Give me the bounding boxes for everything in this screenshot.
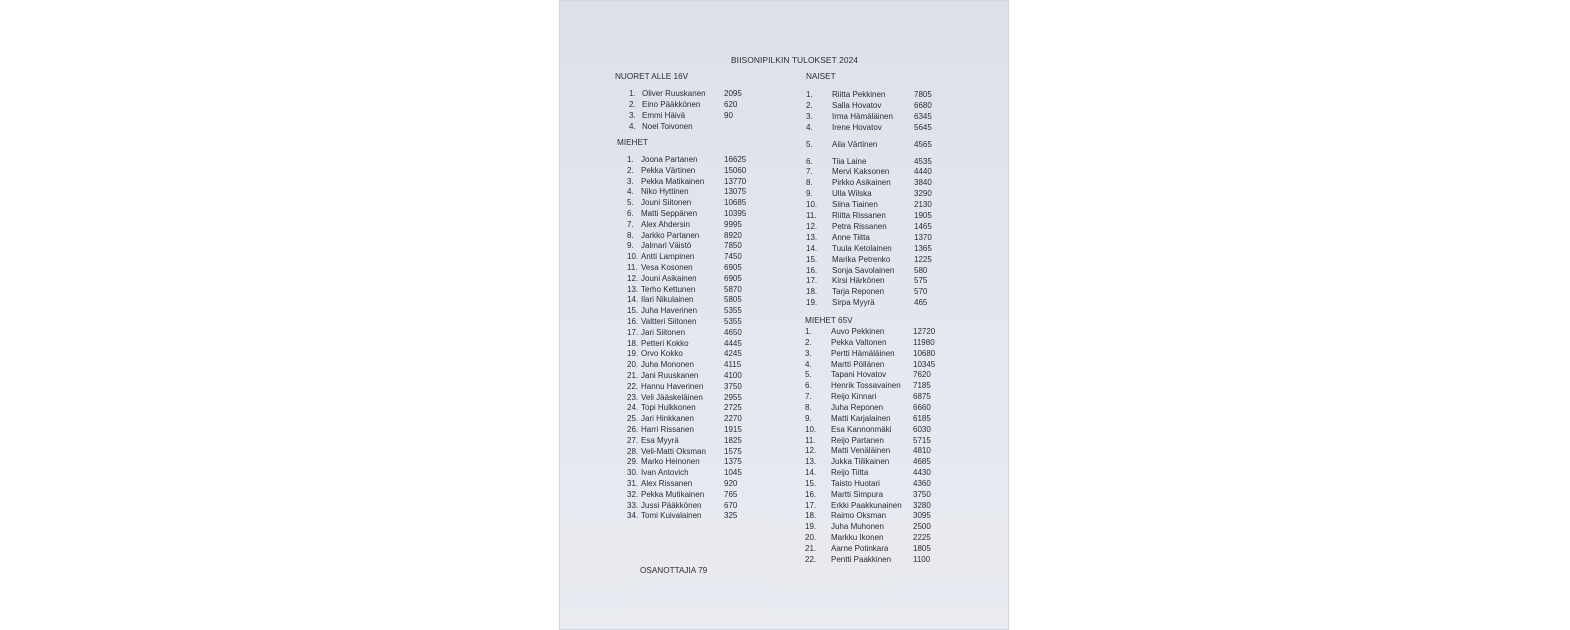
men-rank: 19. [627, 349, 639, 359]
women-rank: 19. [806, 298, 818, 308]
men-score: 765 [724, 489, 738, 499]
men-name: Jani Ruuskanen [641, 371, 699, 380]
men65-rank: 4. [805, 359, 812, 369]
men-rank: 25. [627, 414, 639, 424]
men65-rank: 7. [805, 392, 812, 402]
men65-rank: 13. [805, 457, 817, 467]
men-rank: 2. [627, 165, 634, 175]
men-score: 4115 [724, 360, 742, 370]
men65-rank: 22. [805, 554, 817, 564]
men-score: 1825 [724, 435, 742, 445]
women-name: Aila Värtinen [832, 139, 878, 149]
men65-rank: 5. [805, 370, 812, 380]
men-name: Juha Haverinen [641, 306, 698, 316]
men-rank: 9. [627, 241, 634, 251]
men65-name: Pertti Hämäläinen [831, 348, 895, 358]
men-score: 5805 [724, 295, 742, 305]
women-score: 1370 [914, 232, 932, 242]
women-name: Siina Tiainen [832, 200, 878, 210]
men65-name: Pentti Paakkinen [831, 554, 892, 564]
men-rank: 4. [627, 187, 634, 197]
juniors-heading: NUORET ALLE 16V [615, 72, 689, 81]
women-score: 1465 [914, 221, 932, 231]
men65-rank: 1. [805, 327, 812, 336]
juniors-name: Noel Toivonen [642, 121, 693, 131]
juniors-score: 90 [724, 110, 733, 120]
men65-heading: MIEHET 65V [805, 316, 853, 325]
men-score: 325 [724, 511, 738, 521]
juniors-score: 2095 [724, 89, 742, 98]
women-rank: 9. [806, 189, 813, 199]
men-score: 2955 [724, 392, 742, 402]
men-score: 7850 [724, 241, 742, 251]
men65-rank: 9. [805, 413, 812, 423]
men-name: Jarkko Partanen [641, 230, 700, 240]
men65-rank: 15. [805, 478, 817, 488]
juniors-name: Eino Pääkkönen [642, 99, 701, 109]
women-rank: 8. [806, 178, 813, 188]
men-score: 6905 [724, 273, 742, 283]
men-rank: 10. [627, 252, 639, 262]
men-score: 920 [724, 479, 738, 488]
men-heading: MIEHET [617, 138, 648, 147]
men-rank: 26. [627, 425, 639, 434]
men-name: Alex Rissanen [641, 479, 693, 488]
men65-name: Erkki Paakkunainen [831, 500, 902, 510]
men-score: 1575 [724, 446, 742, 456]
men-name: Alex Ahdersin [641, 219, 690, 229]
men65-score: 1805 [913, 544, 931, 553]
men-score: 2270 [724, 414, 742, 424]
men65-rank: 11. [805, 435, 816, 445]
men65-rank: 12. [805, 446, 817, 456]
men-score: 9995 [724, 219, 742, 229]
men-rank: 14. [627, 295, 639, 305]
women-rank: 16. [806, 265, 818, 275]
men65-name: Juha Reponen [831, 402, 884, 412]
men-score: 8920 [724, 230, 742, 240]
men-rank: 17. [627, 327, 639, 337]
men-score: 4445 [724, 338, 742, 348]
men-rank: 27. [627, 435, 639, 445]
juniors-rank: 2. [629, 99, 636, 109]
women-score: 1365 [914, 243, 932, 253]
men65-name: Henrik Tossavainen [831, 381, 901, 391]
women-rank: 7. [806, 167, 813, 177]
women-rank: 13. [806, 232, 818, 242]
men-name: Jari Hinkkanen [641, 414, 694, 424]
men65-rank: 16. [805, 489, 817, 499]
men-name: Ilari Nikulainen [641, 295, 694, 305]
men65-rank: 20. [805, 533, 817, 543]
men-name: Pekka Matikainen [641, 176, 705, 186]
men65-score: 10680 [913, 348, 936, 358]
men-name: Orvo Kokko [641, 349, 683, 359]
men-rank: 12. [627, 273, 639, 283]
men65-score: 3280 [913, 500, 931, 510]
women-score: 6345 [914, 111, 932, 121]
men65-name: Martti Simpura [831, 489, 884, 499]
men-rank: 6. [627, 209, 634, 218]
men-score: 10395 [724, 209, 747, 218]
women-rank: 2. [806, 100, 813, 110]
women-rank: 12. [806, 221, 818, 231]
men65-score: 4360 [913, 478, 931, 488]
men-score: 6905 [724, 263, 742, 272]
women-rank: 18. [806, 287, 818, 297]
men-name: Jari Siitonen [641, 327, 686, 337]
men65-rank: 18. [805, 511, 817, 521]
women-name: Marika Petrenko [832, 254, 891, 264]
men-name: Jouni Siitonen [641, 198, 692, 208]
men65-score: 3095 [913, 511, 931, 521]
men65-rank: 3. [805, 348, 812, 358]
men65-score: 2500 [913, 522, 931, 532]
men65-name: Matti Karjalainen [831, 413, 891, 423]
women-rank: 15. [806, 254, 818, 264]
men65-score: 2225 [913, 533, 931, 543]
women-score: 1905 [914, 211, 932, 220]
men-name: Tomi Kuivalainen [641, 511, 702, 521]
men-rank: 34. [627, 511, 639, 521]
men65-name: Reijo Kinnari [831, 392, 877, 402]
women-score: 3290 [914, 189, 932, 199]
women-score: 4565 [914, 139, 932, 149]
men-name: Veli-Matti Oksman [641, 446, 706, 456]
women-name: Irma Hämäläinen [832, 111, 893, 121]
men-name: Petteri Kokko [641, 338, 689, 348]
women-score: 4535 [914, 156, 932, 166]
men-name: Jalmari Väistö [641, 241, 692, 251]
men65-score: 7620 [913, 370, 931, 380]
men-score: 7450 [724, 252, 742, 262]
men-name: Matti Seppänen [641, 209, 698, 218]
women-score: 6680 [914, 100, 932, 110]
men65-rank: 6. [805, 381, 812, 391]
men65-rank: 8. [805, 402, 812, 412]
men65-name: Aarne Potinkara [831, 544, 889, 553]
men65-rank: 19. [805, 522, 817, 532]
men-rank: 18. [627, 338, 639, 348]
women-score: 1225 [914, 254, 932, 264]
men-name: Juha Mononen [641, 360, 694, 370]
document-title: BIISONIPILKIN TULOKSET 2024 [731, 55, 859, 65]
women-name: Riitta Rissanen [832, 211, 886, 220]
men65-name: Reijo Tiitta [831, 468, 869, 478]
women-score: 465 [914, 298, 928, 308]
men-name: Joona Partanen [641, 155, 698, 164]
women-score: 580 [914, 265, 928, 275]
men65-score: 6185 [913, 413, 931, 423]
men-rank: 31. [627, 479, 639, 488]
men-rank: 20. [627, 360, 639, 370]
women-score: 3840 [914, 178, 932, 188]
juniors-rank: 3. [629, 110, 636, 120]
men-rank: 32. [627, 489, 639, 499]
men-name: Terho Kettunen [641, 284, 696, 294]
men65-score: 4810 [913, 446, 931, 456]
men65-rank: 2. [805, 337, 812, 347]
women-name: Mervi Kaksonen [832, 167, 890, 177]
women-rank: 11. [806, 211, 817, 220]
men-rank: 7. [627, 219, 634, 229]
men65-score: 1100 [913, 554, 931, 564]
men65-score: 11980 [913, 337, 935, 347]
men-score: 1045 [724, 468, 742, 478]
men65-score: 3750 [913, 489, 931, 499]
men65-name: Tapani Hovatov [831, 370, 887, 380]
men-name: Ivan Antovich [641, 468, 689, 478]
men-rank: 1. [627, 155, 634, 164]
men-rank: 23. [627, 392, 639, 402]
men65-name: Markku Ikonen [831, 533, 884, 543]
women-score: 575 [914, 276, 928, 286]
juniors-score: 620 [724, 99, 738, 109]
men-score: 5355 [724, 306, 742, 316]
juniors-rank: 1. [629, 89, 636, 98]
women-name: Ulla Wilska [832, 189, 872, 199]
women-name: Tuula Ketolainen [832, 243, 892, 253]
men65-name: Raimo Oksman [831, 511, 887, 521]
men-rank: 3. [627, 176, 634, 186]
participants-total: OSANOTTAJIA 79 [640, 566, 708, 575]
men-score: 13075 [724, 187, 747, 197]
men65-name: Auvo Pekkinen [831, 327, 885, 336]
women-score: 7805 [914, 90, 932, 99]
women-rank: 4. [806, 122, 813, 132]
women-rank: 14. [806, 243, 818, 253]
men-score: 3750 [724, 381, 742, 391]
men-name: Marko Heinonen [641, 457, 700, 467]
men-score: 5870 [724, 284, 742, 294]
women-score: 2130 [914, 200, 932, 210]
men-score: 1915 [724, 425, 742, 434]
women-name: Kirsi Härkönen [832, 276, 885, 286]
women-rank: 1. [806, 90, 813, 99]
men65-rank: 10. [805, 424, 817, 434]
men-name: Valtteri Siitonen [641, 317, 697, 326]
women-name: Petra Rissanen [832, 221, 887, 231]
men-score: 1375 [724, 457, 742, 467]
men65-name: Pekka Valtonen [831, 337, 887, 347]
women-score: 570 [914, 287, 928, 297]
men-name: Jouni Asikainen [641, 273, 697, 283]
juniors-rank: 4. [629, 121, 636, 131]
men-name: Pekka Värtinen [641, 165, 696, 175]
men-rank: 33. [627, 500, 639, 510]
men65-name: Esa Kannonmäki [831, 424, 892, 434]
women-score: 5645 [914, 122, 932, 132]
men-score: 13770 [724, 176, 747, 186]
women-name: Riitta Pekkinen [832, 90, 886, 99]
men65-score: 10345 [913, 359, 936, 369]
men-rank: 30. [627, 468, 639, 478]
men-score: 4100 [724, 371, 742, 380]
men-rank: 11. [627, 263, 638, 272]
women-name: Salla Hovatov [832, 100, 882, 110]
men-score: 15060 [724, 165, 747, 175]
men65-score: 4430 [913, 468, 931, 478]
men-name: Esa Myyrä [641, 435, 679, 445]
men65-name: Taisto Huotari [831, 478, 880, 488]
women-name: Tarja Reponen [832, 287, 885, 297]
men65-score: 4685 [913, 457, 931, 467]
juniors-name: Oliver Ruuskanen [642, 89, 706, 98]
men-rank: 5. [627, 198, 634, 208]
men-name: Pekka Mutikainen [641, 489, 705, 499]
men65-name: Martti Pöllänen [831, 359, 885, 369]
women-score: 4440 [914, 167, 932, 177]
men-score: 4245 [724, 349, 742, 359]
men65-score: 5715 [913, 435, 931, 445]
men-name: Niko Hyttinen [641, 187, 689, 197]
men-name: Topi Hulkkonen [641, 403, 696, 413]
men-rank: 13. [627, 284, 639, 294]
men65-name: Jukka Tiilikainen [831, 457, 890, 467]
women-rank: 5. [806, 139, 813, 149]
women-heading: NAISET [806, 72, 836, 81]
men-rank: 28. [627, 446, 639, 456]
men-rank: 8. [627, 230, 634, 240]
women-name: Pirkko Asikainen [832, 178, 891, 188]
men-score: 16625 [724, 155, 747, 164]
men65-rank: 21. [805, 544, 817, 553]
men65-name: Reijo Partanen [831, 435, 884, 445]
men-name: Antti Lampinen [641, 252, 695, 262]
men-rank: 15. [627, 306, 639, 316]
men-rank: 21. [627, 371, 639, 380]
men65-rank: 17. [805, 500, 817, 510]
men65-score: 7185 [913, 381, 931, 391]
women-name: Anne Tiitta [832, 232, 870, 242]
women-name: Sonja Savolainen [832, 265, 895, 275]
men-score: 10685 [724, 198, 747, 208]
men-name: Jussi Pääkkönen [641, 500, 702, 510]
men65-score: 12720 [913, 327, 936, 336]
women-rank: 10. [806, 200, 818, 210]
juniors-name: Emmi Häivä [642, 110, 686, 120]
men-name: Vesa Kosonen [641, 263, 693, 272]
men-rank: 16. [627, 317, 639, 326]
men-score: 670 [724, 500, 738, 510]
women-name: Tiia Laine [832, 156, 867, 166]
men-rank: 29. [627, 457, 639, 467]
women-name: Sirpa Myyrä [832, 298, 875, 308]
men-rank: 22. [627, 381, 639, 391]
men65-name: Juha Muhonen [831, 522, 884, 532]
women-rank: 17. [806, 276, 818, 286]
men-name: Harri Rissanen [641, 425, 694, 434]
men-rank: 24. [627, 403, 639, 413]
men-score: 2725 [724, 403, 742, 413]
women-name: Irene Hovatov [832, 122, 882, 132]
men-score: 4650 [724, 327, 742, 337]
men65-score: 6660 [913, 402, 931, 412]
men65-score: 6875 [913, 392, 931, 402]
men-name: Hannu Haverinen [641, 381, 704, 391]
men-score: 5355 [724, 317, 742, 326]
men65-score: 6030 [913, 424, 931, 434]
men65-rank: 14. [805, 468, 817, 478]
women-rank: 3. [806, 111, 813, 121]
men-name: Veli Jääskeläinen [641, 392, 703, 402]
men65-name: Matti Venäläinen [831, 446, 891, 456]
women-rank: 6. [806, 156, 813, 166]
